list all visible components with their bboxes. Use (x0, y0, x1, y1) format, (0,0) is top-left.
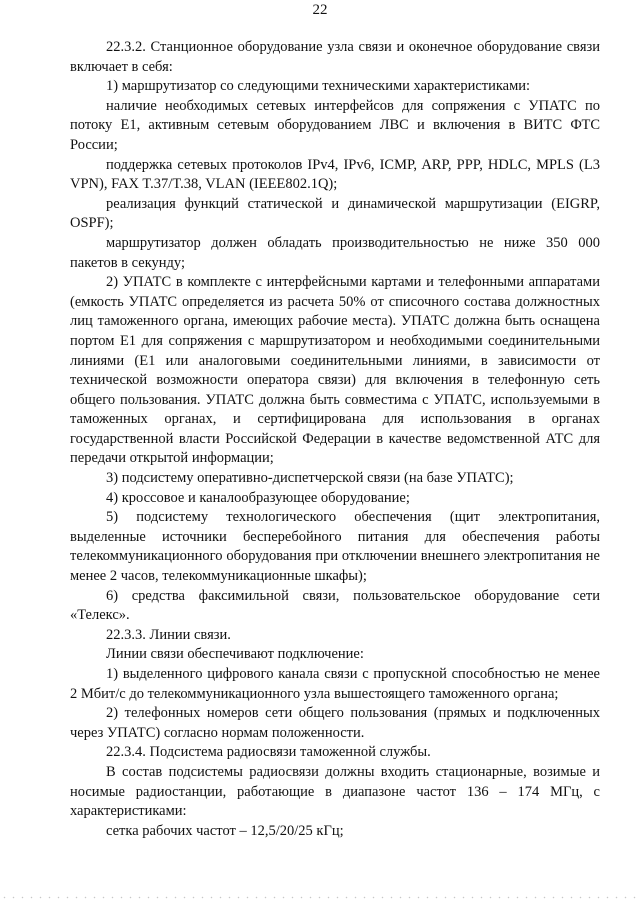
scan-artifact-dots (0, 896, 640, 899)
paragraph-22-3-3: 22.3.3. Линии связи. (106, 626, 231, 643)
paragraph-cross: 4) кроссовое и каналообразующее оборудование; (106, 489, 410, 506)
paragraph-performance: маршрутизатор должен обладать производительностью не ниже 350 000 пакетов в секунду; (70, 234, 600, 271)
paragraph-lines-intro: Линии связи обеспечивают подключение: (106, 646, 364, 663)
paragraph-frequency-grid: сетка рабочих частот – 12,5/20/25 кГц; (106, 822, 344, 839)
paragraph-radio-stations: В состав подсистемы радиосвязи должны входить стационарные, возимые и носимые радиостанции, работающие в диапазоне частот 136 – 174 МГц, с характеристиками: (70, 763, 600, 820)
paragraph-router: 1) маршрутизатор со следующими техническими характеристиками: (106, 78, 531, 95)
paragraph-digital-channel: 1) выделенного цифрового канала связи с пропускной способностью не менее 2 Мбит/с до телекоммуникационного узла вышестоящего таможенного органа; (70, 666, 600, 702)
paragraph-upats: 2) УПАТС в комплекте с интерфейсными картами и телефонными аппаратами (емкость УПАТС определяется из расчета 50% от списочного состава должностных лиц таможенного органа, имеющих рабочие места). УПАТС должна быть оснащена портом E1 для сопряжения с маршрутизатором и необходимыми соединительными линиями (E1 или аналоговыми соединительными линиями, в зависимости от технической возможности оператора связи) для включения в телефонную сеть общего пользования. УПАТС должна быть совместима с УПАТС, используемыми в таможенных органах, и сертифицирована для использования в органах государственной власти Российской Федерации в качестве ведомственной АТС для передачи открытой информации; (70, 274, 600, 467)
paragraph-protocols: поддержка сетевых протоколов IPv4, IPv6, ICMP, ARP, PPP, HDLC, MPLS (L3 VPN), FAX T.37/T.38, VLAN (IEEE802.1Q); (70, 156, 600, 193)
paragraph-interfaces: наличие необходимых сетевых интерфейсов для сопряжения с УПАТС по потоку E1, активным сетевым оборудованием ЛВС и включения в ВИТС ФТС России; (70, 97, 600, 153)
page-number: 22 (312, 2, 328, 18)
paragraph-power: 5) подсистему технологического обеспечения (щит электропитания, выделенные источники бесперебойного питания для обеспечения работы телекоммуникационного оборудования при отключении внешнего электропитания не менее 2 часов, телекоммуникационные шкафы); (70, 509, 600, 585)
paragraph-fax: 6) средства факсимильной связи, пользовательское оборудование сети «Телекс». (70, 587, 600, 624)
document-body (70, 38, 600, 841)
paragraph-phone-numbers: 2) телефонных номеров сети общего пользования (прямых и подключенных через УПАТС) согласно нормам положенности. (70, 705, 600, 741)
paragraph-22-3-2: 22.3.2. Станционное оборудование узла связи и оконечное оборудование связи включает в себя: (70, 39, 600, 75)
paragraph-dispatch: 3) подсистему оперативно-диспетчерской связи (на базе УПАТС); (106, 470, 514, 487)
paragraph-routing: реализация функций статической и динамической маршрутизации (EIGRP, OSPF); (70, 195, 600, 232)
paragraph-22-3-4: 22.3.4. Подсистема радиосвязи таможенной службы. (106, 744, 431, 761)
